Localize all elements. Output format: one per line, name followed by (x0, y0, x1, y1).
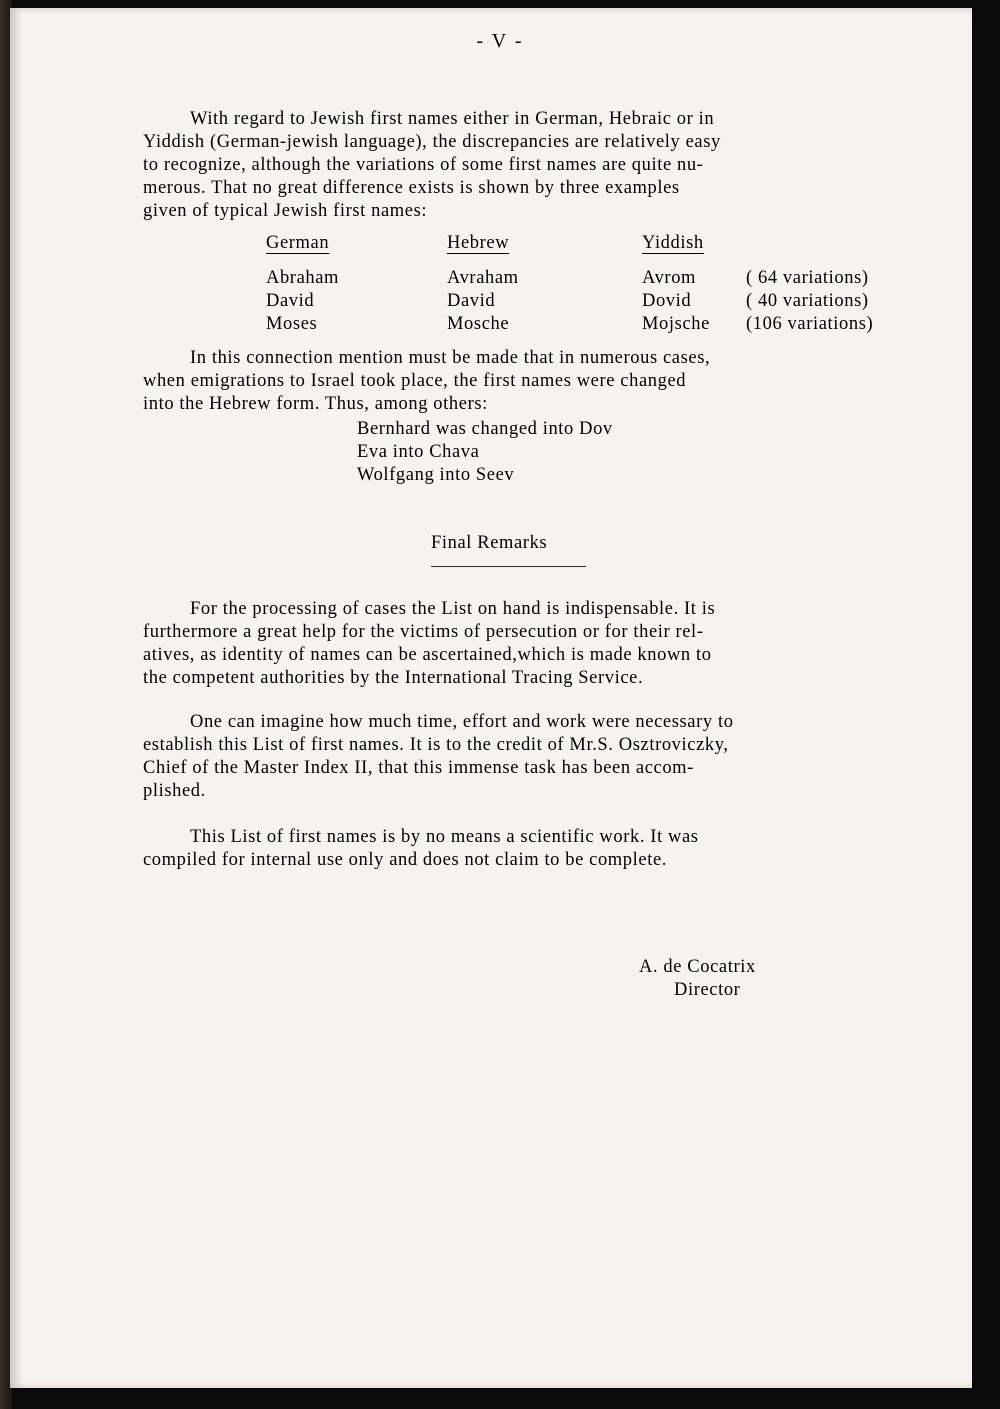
table-column-variations (746, 232, 873, 336)
section-heading: Final Remarks (431, 533, 548, 553)
text-line: establish this List of first names. It is to the credit of Mr.S. Osztroviczky, (143, 735, 729, 755)
column-header-german: German (266, 233, 330, 253)
signatory-name: A. de Cocatrix (639, 957, 756, 977)
text-line: furthermore a great help for the victims of persecution or for their rel- (143, 622, 704, 642)
column-header-hebrew: Hebrew (447, 233, 510, 253)
final-paragraph-1 (143, 598, 923, 690)
page-number: - V - (476, 30, 524, 52)
text-line: Yiddish (German-jewish language), the discrepancies are relatively easy (143, 132, 721, 152)
text-line: given of typical Jewish first names: (143, 201, 428, 221)
text-line: Chief of the Master Index II, that this immense task has been accom- (143, 758, 694, 778)
text-line: merous. That no great difference exists is shown by three examples (143, 178, 680, 198)
example-line: Eva into Chava (357, 442, 480, 462)
table-cell: David (447, 291, 496, 311)
example-line: Wolfgang into Seev (357, 465, 515, 485)
text-line: compiled for internal use only and does not claim to be complete. (143, 850, 667, 870)
table-column-hebrew (447, 232, 519, 336)
intro-paragraph (143, 108, 923, 223)
final-paragraph-3 (143, 826, 923, 872)
table-cell: (106 variations) (746, 314, 874, 334)
israel-paragraph (143, 347, 923, 416)
table-cell: ( 40 variations) (746, 291, 869, 311)
text-line: when emigrations to Israel took place, the first names were changed (143, 371, 687, 391)
signatory-title: Director (674, 980, 741, 1000)
table-cell: Moses (266, 314, 318, 334)
column-header-yiddish: Yiddish (642, 233, 704, 253)
heading-underline (431, 566, 586, 567)
example-line: Bernhard was changed into Dov (357, 419, 613, 439)
text-line: With regard to Jewish first names either in German, Hebraic or in (190, 109, 715, 129)
text-line: This List of first names is by no means a scientific work. It was (190, 827, 699, 847)
table-cell: Mojsche (642, 314, 710, 334)
signature-block (639, 956, 756, 1002)
text-line: plished. (143, 781, 206, 801)
table-cell: Abraham (266, 268, 340, 288)
text-line: One can imagine how much time, effort and work were necessary to (190, 712, 734, 732)
table-cell: Avraham (447, 268, 519, 288)
table-cell: David (266, 291, 315, 311)
text-line: In this connection mention must be made that in numerous cases, (190, 348, 711, 368)
text-line: the competent authorities by the International Tracing Service. (143, 668, 644, 688)
final-paragraph-2 (143, 711, 923, 803)
table-column-german (266, 232, 339, 336)
table-cell: Mosche (447, 314, 510, 334)
table-column-yiddish (642, 232, 710, 336)
text-line: For the processing of cases the List on hand is indispensable. It is (190, 599, 716, 619)
table-cell: Avrom (642, 268, 697, 288)
text-line: to recognize, although the variations of some first names are quite nu- (143, 155, 704, 175)
table-cell: ( 64 variations) (746, 268, 869, 288)
name-change-examples (357, 418, 613, 487)
table-cell: Dovid (642, 291, 692, 311)
text-line: into the Hebrew form. Thus, among others: (143, 394, 488, 414)
text-line: atives, as identity of names can be ascertained,which is made known to (143, 645, 712, 665)
